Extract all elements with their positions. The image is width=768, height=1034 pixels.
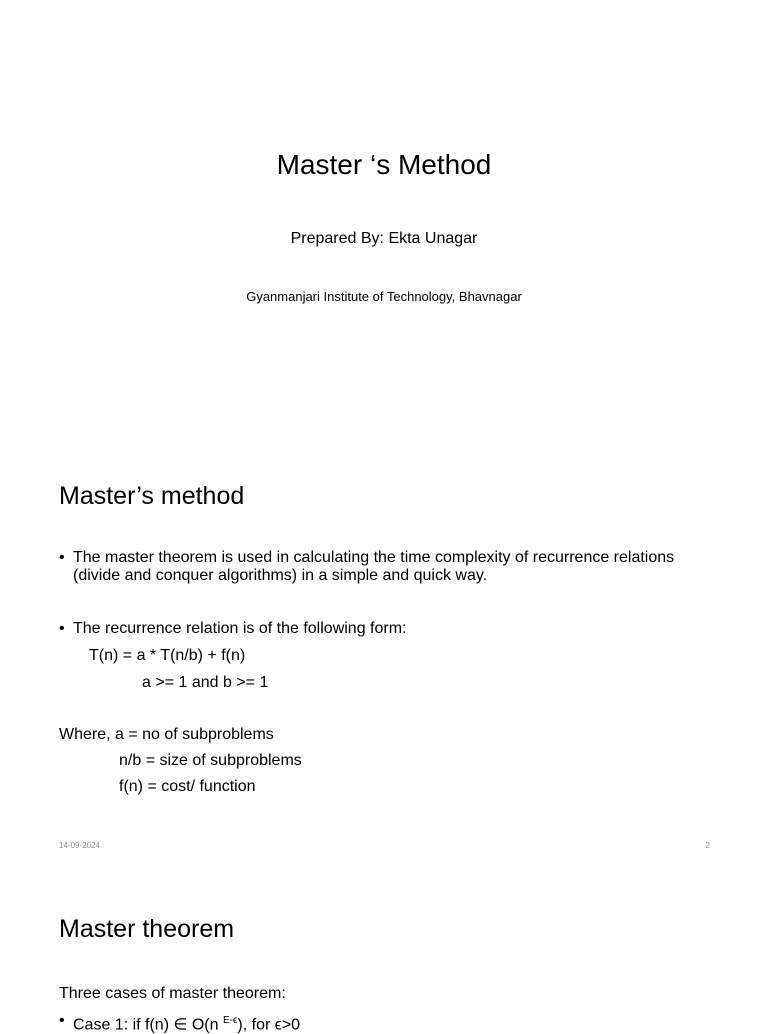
slide-title: Master’s method [59,482,245,510]
slide-date: 14-09-2024 [59,841,100,850]
case1-prefix: Case 1: if f(n) ∈ O(n [73,1016,223,1034]
author-line: Prepared By: Ekta Unagar [290,230,478,247]
institute-line: Gyanmanjari Institute of Technology, Bhavnagar [246,289,522,304]
masters-method-slide [0,433,768,866]
where-nb-definition: n/b = size of subproblems [119,752,302,769]
where-fn-definition: f(n) = cost/ function [119,778,256,795]
cases-intro: Three cases of master theorem: [59,985,286,1002]
slide-number: 2 [705,841,710,850]
slide-title: Master theorem [59,915,235,943]
case1-suffix: ), for ϵ>0 [237,1016,301,1034]
bullet-definition: • The master theorem is used in calculating the time complexity of recurrence relations (divide and conquer algorithms) in a simple and quick way. [59,549,713,585]
where-a-definition: Where, a = no of subproblems [59,726,274,743]
master-theorem-slide [0,866,768,1034]
bullet-form: • The recurrence relation is of the following form: [59,620,713,638]
recurrence-formula: T(n) = a * T(n/b) + f(n) [89,647,246,664]
presentation-title: Master ‘s Method [276,149,492,180]
bullet-case-1 [59,1012,713,1034]
title-slide [0,0,768,433]
formula-condition: a >= 1 and b >= 1 [142,674,269,691]
case1-exponent: E-ϵ [222,1015,238,1026]
